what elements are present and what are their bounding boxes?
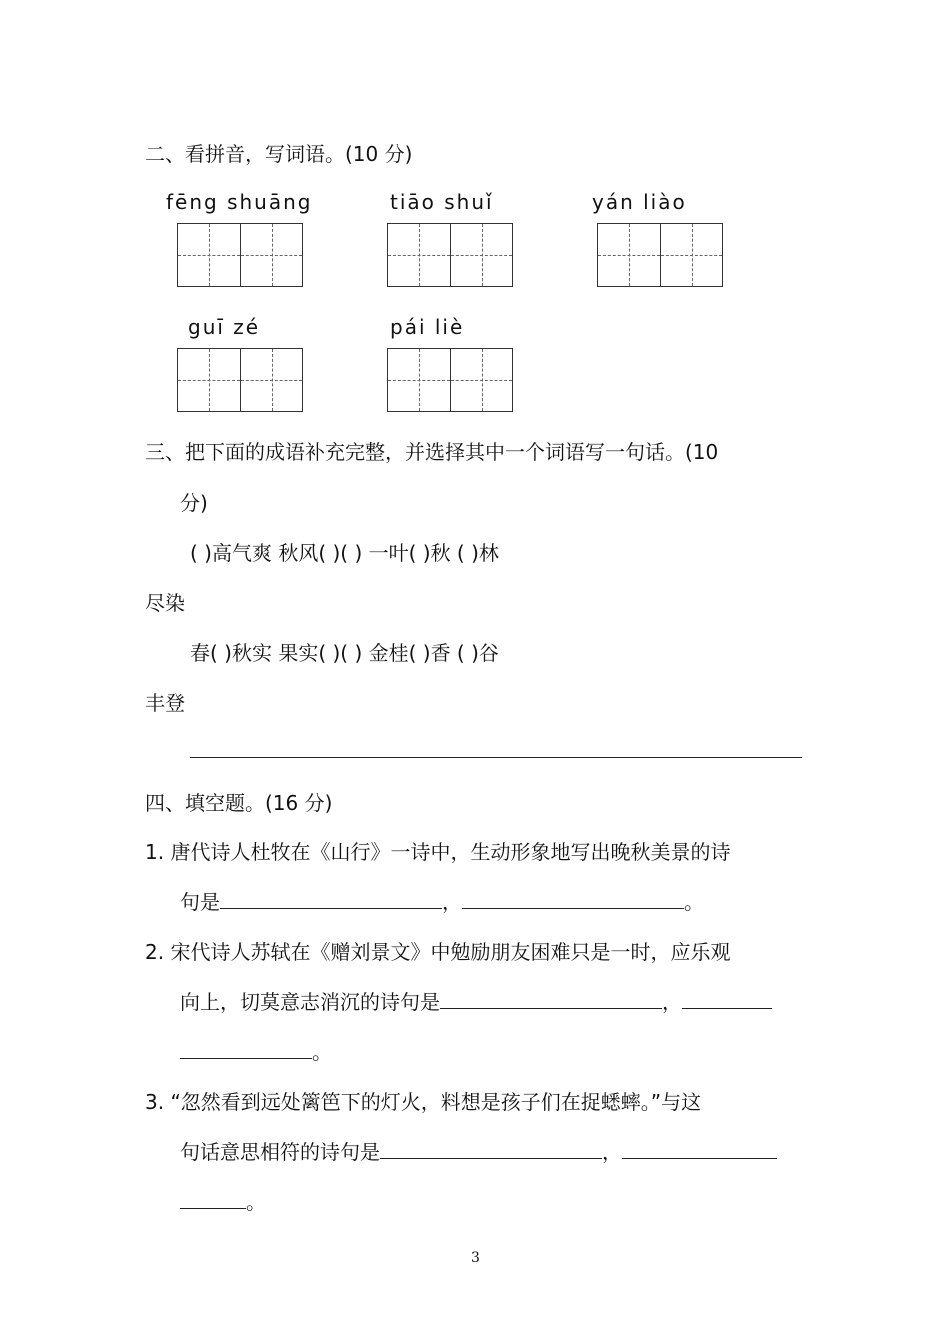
sentence-answer-line[interactable] [190, 757, 802, 758]
q2-separator: ， [662, 990, 682, 1014]
q1-end: 。 [684, 890, 704, 914]
q1-blank-1[interactable] [220, 888, 442, 909]
section2-title: 二、看拼音，写词语。(10 分) [145, 142, 413, 166]
question-2-line2 [180, 986, 772, 1015]
section3-title-line2: 分) [180, 491, 208, 515]
q3-blank-2b[interactable] [180, 1188, 246, 1209]
question-3-line3 [180, 1186, 266, 1215]
q1-blank-2[interactable] [462, 888, 684, 909]
question-3-prefix: 句话意思相符的诗句是 [180, 1140, 380, 1164]
idiom-row1-line2: 尽染 [145, 591, 185, 615]
question-2-line3 [180, 1036, 332, 1065]
question-1-line2 [180, 886, 704, 915]
q3-blank-1[interactable] [380, 1138, 602, 1159]
writing-grid-4[interactable] [177, 348, 303, 412]
q3-blank-2a[interactable] [622, 1138, 777, 1159]
writing-grid-3[interactable] [597, 223, 723, 287]
question-2-prefix: 向上，切莫意志消沉的诗句是 [180, 990, 440, 1014]
question-3-line1: 3. “忽然看到远处篱笆下的灯火，料想是孩子们在捉蟋蟀。”与这 [145, 1090, 702, 1114]
idiom-row2-line2: 丰登 [145, 691, 185, 715]
pinyin-3: yán liào [592, 190, 687, 214]
question-1-prefix: 句是 [180, 890, 220, 914]
question-3-line2 [180, 1136, 777, 1165]
writing-grid-5[interactable] [387, 348, 513, 412]
writing-grid-2[interactable] [387, 223, 513, 287]
page-number: 3 [471, 1250, 480, 1266]
question-2-line1: 2. 宋代诗人苏轼在《赠刘景文》中勉励朋友困难只是一时，应乐观 [145, 940, 731, 964]
writing-grid-1[interactable] [177, 223, 303, 287]
section4-title: 四、填空题。(16 分) [145, 791, 333, 815]
pinyin-5: pái liè [390, 315, 465, 339]
pinyin-1: fēng shuāng [166, 190, 313, 214]
q3-end: 。 [246, 1190, 266, 1214]
section3-title-line1: 三、把下面的成语补充完整，并选择其中一个词语写一句话。(10 [145, 440, 719, 464]
idiom-row2-line1: 春( )秋实 果实( )( ) 金桂( )香 ( )谷 [190, 641, 499, 665]
pinyin-2: tiāo shuǐ [390, 190, 494, 214]
q2-end: 。 [312, 1040, 332, 1064]
idiom-row1-line1: ( )高气爽 秋风( )( ) 一叶( )秋 ( )林 [190, 541, 499, 565]
q3-separator: ， [602, 1140, 622, 1164]
q1-separator: ， [442, 890, 462, 914]
q2-blank-2b[interactable] [180, 1038, 312, 1059]
q2-blank-2a[interactable] [682, 988, 772, 1009]
q2-blank-1[interactable] [440, 988, 662, 1009]
pinyin-4: guī zé [188, 315, 261, 339]
question-1-line1: 1. 唐代诗人杜牧在《山行》一诗中，生动形象地写出晚秋美景的诗 [145, 840, 731, 864]
